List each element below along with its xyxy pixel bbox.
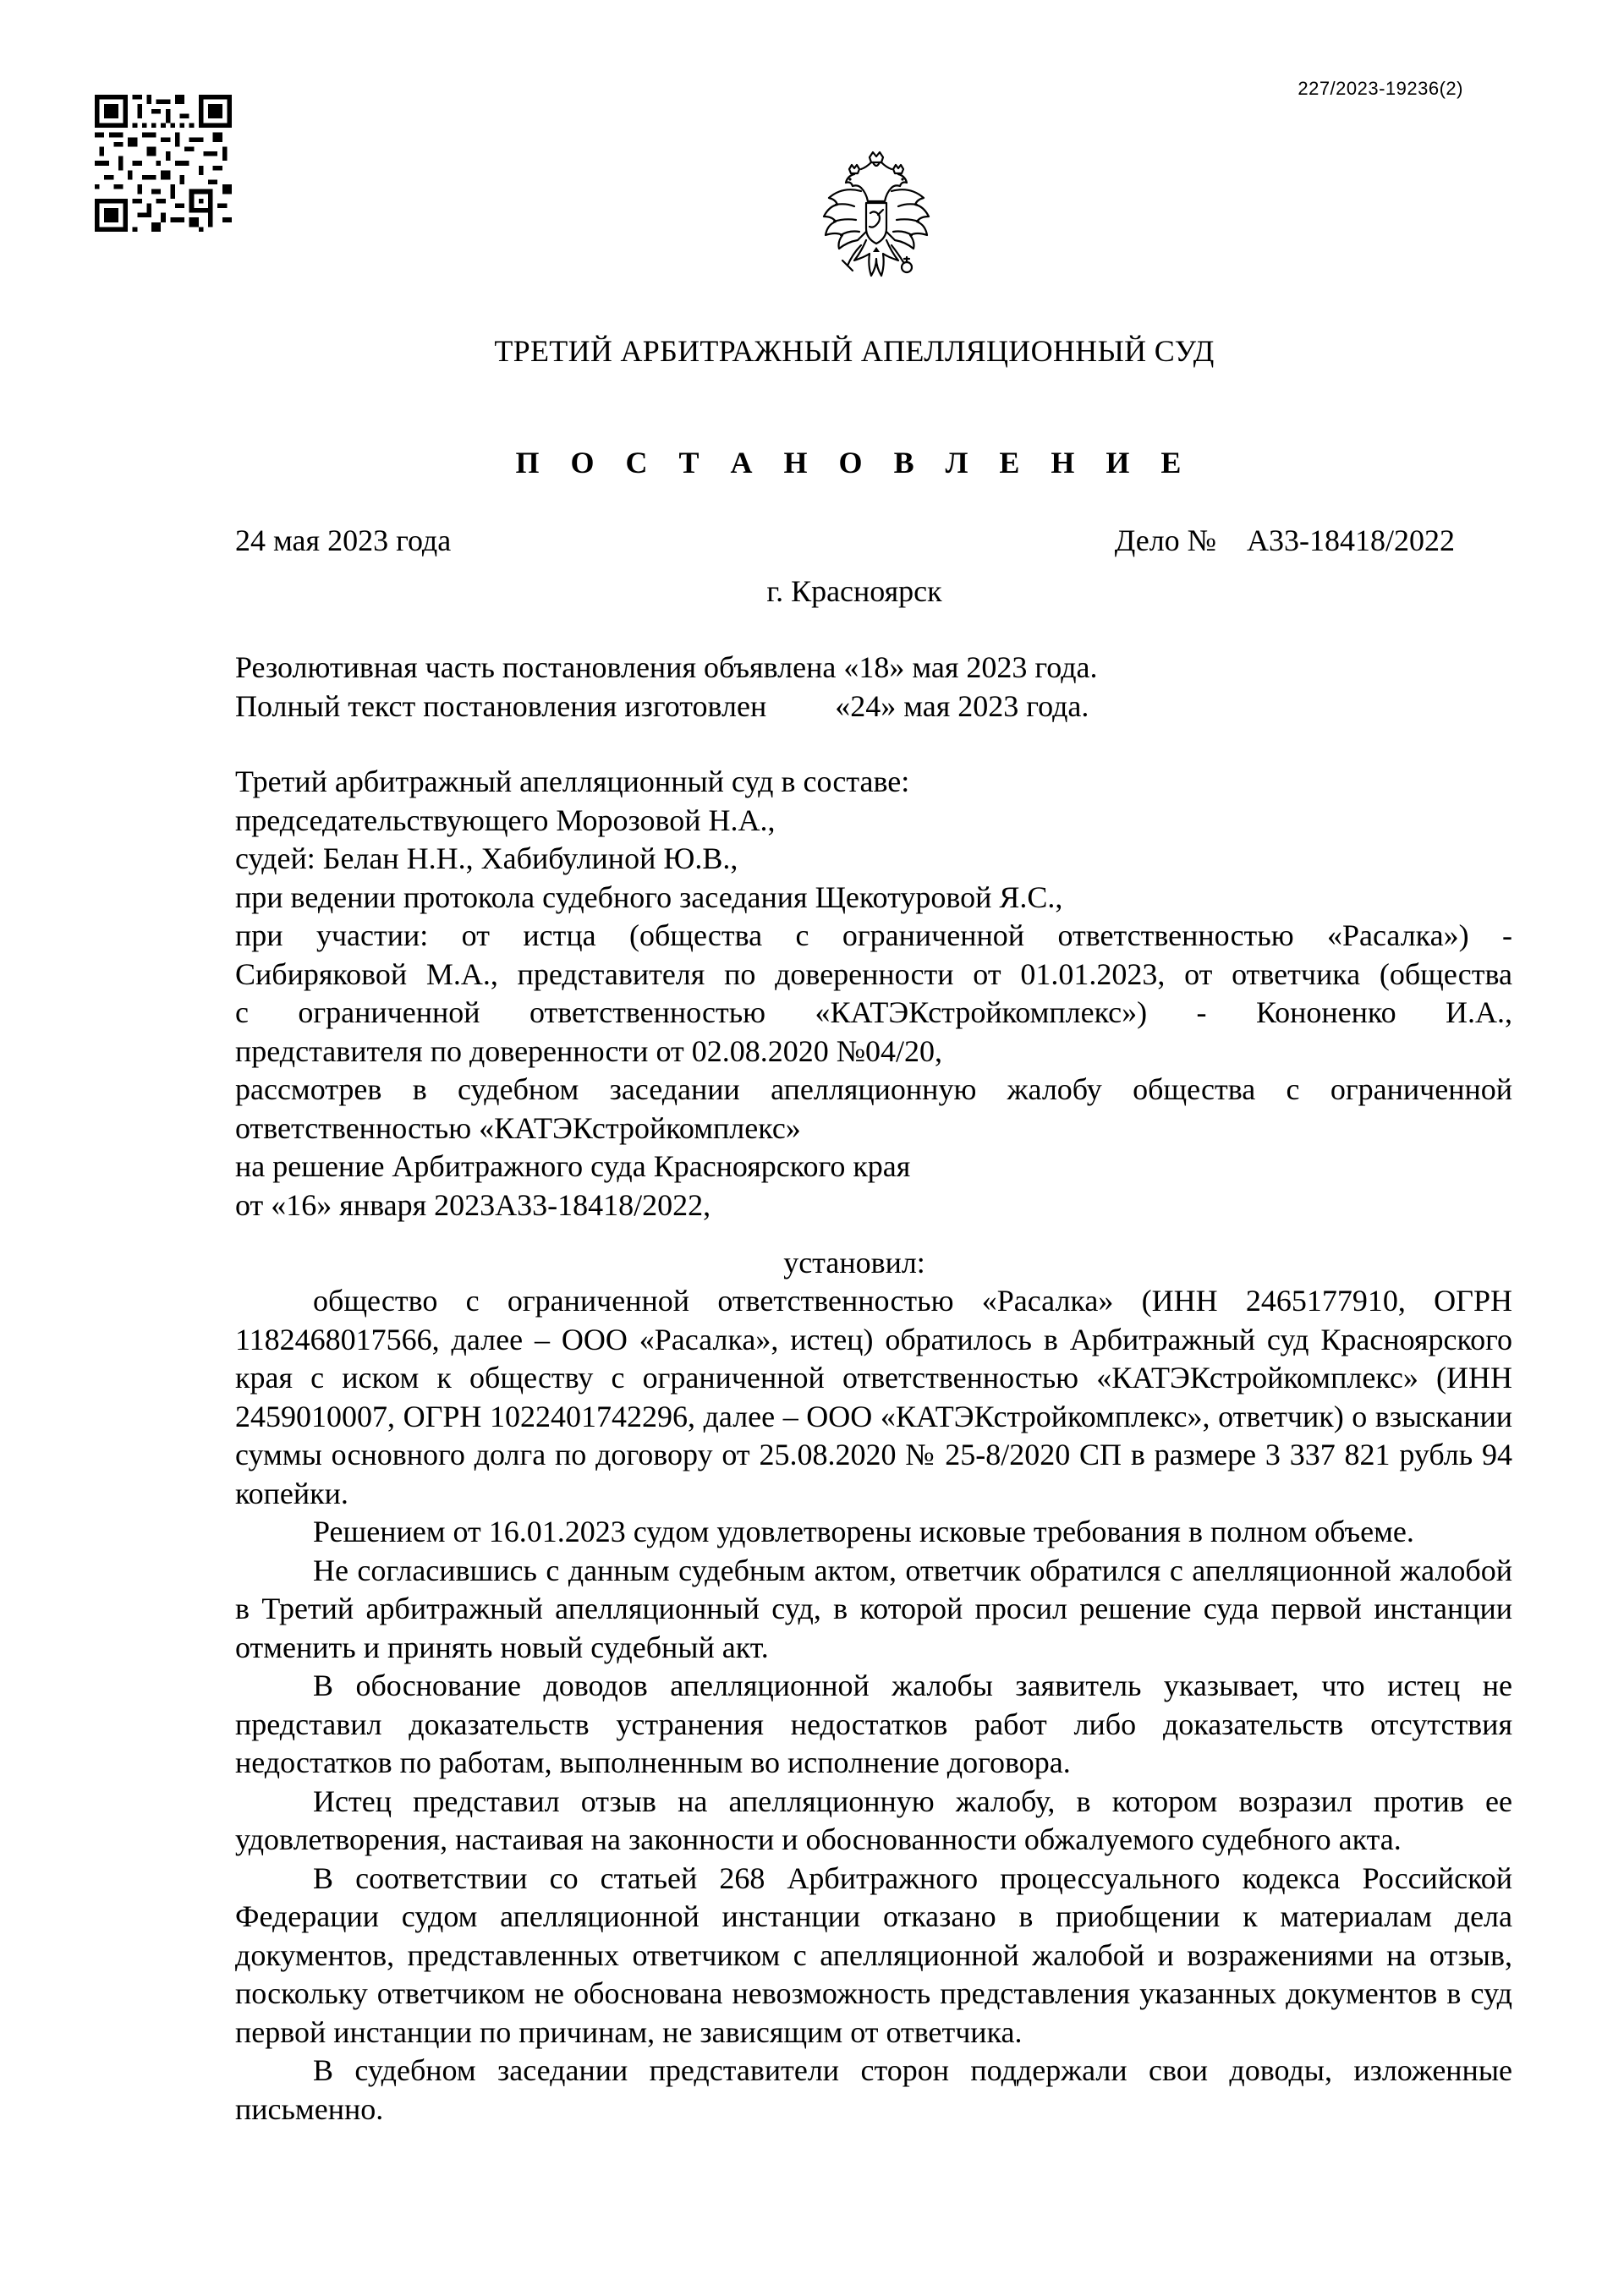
paragraph: Решением от 16.01.2023 судом удовлетворены исковые требования в полном объеме. [313,1515,1414,1548]
participants-line: с ограниченной ответственностью «КАТЭКстройкомплекс») - Кононенко И.А., [235,995,1512,1029]
paragraph: Не согласившись с данным судебным актом, ответчик обратился с апелляционной жалобой в Третий арбитражный апелляционный суд, в которой просил решение суда первой инстанции отменить и принять новый судебный акт. [235,1553,1512,1664]
presiding-judge: председательствующего Морозовой Н.А., [235,803,776,837]
paragraph: В судебном заседании представители сторон поддержали свои доводы, изложенные письменно. [235,2053,1512,2126]
decision-line: на решение Арбитражного суда Красноярского края [235,1149,911,1183]
facts-section [235,1282,1512,2129]
participants-line: Сибиряковой М.А., представителя по доверенности от 01.01.2023, от ответчика (общества [235,956,1512,991]
operative-part-line: Резолютивная часть постановления объявлена «18» мая 2023 года. [235,650,1098,684]
case-number: Дело № А33-18418/2022 [1114,523,1455,557]
court-composition [235,763,1512,1225]
composition-intro: Третий арбитражный апелляционный суд в составе: [235,764,910,798]
judges: судей: Белан Н.Н., Хабибулиной Ю.В., [235,841,738,875]
participants-line: при участии: от истца (общества с ограниченной ответственностью «Расалка») - [235,918,1512,952]
city: г. Красноярск [766,574,942,608]
full-text-line: Полный текст постановления изготовлен «24» мая 2023 года. [235,689,1089,723]
date-case-row [235,523,1455,563]
court-name: ТРЕТИЙ АРБИТРАЖНЫЙ АПЕЛЛЯЦИОННЫЙ СУД [494,334,1215,368]
russian-coat-of-arms-icon [817,151,935,289]
decision-line: от «16» января 2023А33-18418/2022, [235,1187,711,1222]
decision-date: 24 мая 2023 года [235,523,452,557]
participants-line: представителя по доверенности от 02.08.2020 №04/20, [235,1033,943,1068]
paragraph: В обоснование доводов апелляционной жалобы заявитель указывает, что истец не представил доказательств устранения недостатков работ либо доказательств отсутствия недостатков по работам, выполненным во исполнение договора. [235,1669,1512,1779]
appeal-line: ответственностью «КАТЭКстройкомплекс» [235,1110,801,1145]
announcement-block [235,648,1098,726]
qr-code-icon [95,95,232,232]
paragraph: общество с ограниченной ответственностью «Расалка» (ИНН 2465177910, ОГРН 1182468017566, далее – ООО «Расалка», истец) обратилось в Арбитражный суд Красноярского края с иском к обществу с ограниченной ответственностью «КАТЭКстройкомплекс» (ИНН 2459010007, ОГРН 1022401742296, далее – ООО «КАТЭКстройкомплекс», ответчик) о взыскании суммы основного долга по договору от 25.08.2020 № 25-8/2020 СП в размере 3 337 821 рубль 94 копейки. [235,1284,1512,1510]
paragraph: В соответствии со статьей 268 Арбитражного процессуального кодекса Российской Федерации судом апелляционной инстанции отказано в приобщении к материалам дела документов, представленных ответчиком с апелляционной жалобой и возражениями на отзыв, поскольку ответчиком не обоснована невозможность представления указанных документов в суд первой инстанции по причинам, не зависящим от ответчика. [235,1860,1512,2049]
established-heading: установил: [783,1246,925,1280]
paragraph: Истец представил отзыв на апелляционную жалобу, в котором возразил против ее удовлетворения, настаивая на законности и обоснованности обжалуемого судебного акта. [235,1784,1512,1856]
document-title: П О С Т А Н О В Л Е Н И Е [515,446,1193,479]
secretary: при ведении протокола судебного заседания Щекотуровой Я.С., [235,879,1063,914]
document-number: 227/2023-19236(2) [1298,78,1463,99]
appeal-line: рассмотрев в судебном заседании апелляционную жалобу общества с ограниченной [235,1072,1512,1106]
